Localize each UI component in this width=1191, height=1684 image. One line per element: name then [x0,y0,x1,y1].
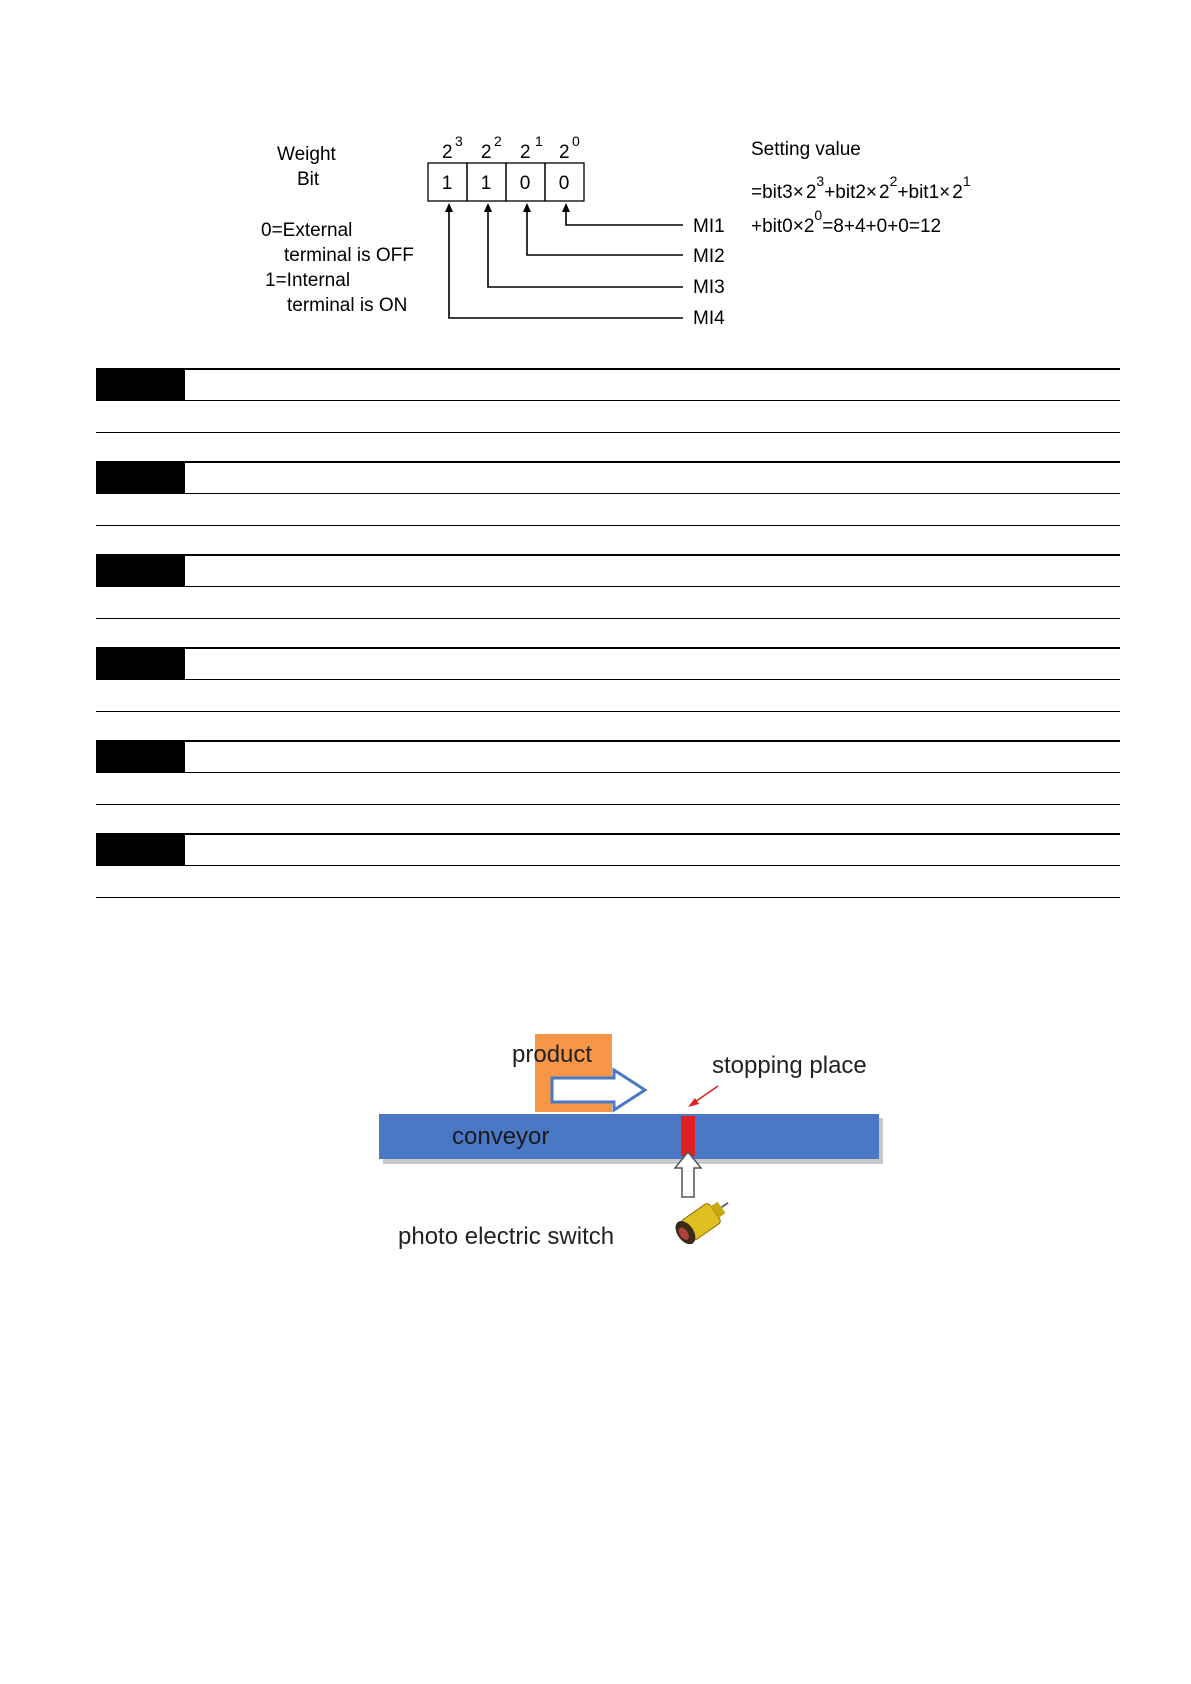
legend-line-2: terminal is OFF [284,245,414,266]
setting-title: Setting value [751,139,861,160]
stopping-place-label: stopping place [712,1052,867,1079]
formula-1a: =bit3× [751,182,804,203]
bit-value-3: 1 [441,173,453,194]
weight-base-3: 2 [442,142,453,163]
parameter-code-box [96,368,185,401]
row-top-rule [96,554,1120,556]
formula-2a-exp: 0 [814,207,823,223]
weight-base-1: 2 [520,142,531,163]
input-label-mi1: MI1 [693,216,725,237]
row-top-rule [96,647,1120,649]
formula-line-2 [751,207,941,237]
photo-switch-label: photo electric switch [398,1223,615,1250]
formula-1f: 2 [952,182,963,203]
connector-mi1 [566,208,683,225]
weight-exp-3: 3 [455,133,463,149]
row-bottom-rule [96,804,1120,805]
photo-switch-icon [671,1192,735,1248]
connector-mi3 [488,208,683,287]
bit-boxes [428,163,584,201]
row-mid-rule [185,679,1120,680]
stopping-pointer-head [688,1098,699,1107]
bit-value-0: 0 [558,173,570,194]
input-label-mi3: MI3 [693,277,725,298]
row-bottom-rule [96,711,1120,712]
row-top-rule [96,740,1120,742]
arrowhead-mi3 [484,203,492,212]
row-bottom-rule [96,618,1120,619]
weight-base-2: 2 [481,142,492,163]
row-mid-rule [185,865,1120,866]
legend-line-4: terminal is ON [287,295,408,316]
parameter-code-box [96,833,185,866]
parameter-row [96,647,1120,737]
weight-label: Weight [277,144,336,165]
formula-1b: 2 [805,182,817,203]
weight-row [442,133,580,163]
row-mid-rule [185,586,1120,587]
row-top-rule [96,368,1120,370]
formula-2a: +bit0×2 [751,216,815,237]
formula-2b: =8+4+0+0=12 [822,216,942,237]
conveyor-label: conveyor [452,1123,550,1150]
weight-exp-0: 0 [572,133,580,149]
parameter-code-box [96,461,185,494]
arrowhead-mi1 [562,203,570,212]
weight-base-0: 2 [559,142,570,163]
parameter-code-box [96,554,185,587]
parameter-row [96,554,1120,644]
formula-1f-exp: 1 [962,173,971,189]
product-label: product [512,1041,593,1068]
row-bottom-rule [96,432,1120,433]
formula-1d: 2 [879,182,890,203]
parameter-row [96,461,1120,551]
bit-value-2: 1 [480,173,492,194]
parameter-code-box [96,647,185,680]
weight-exp-2: 2 [494,133,502,149]
setting-value-formula [751,139,971,237]
row-mid-rule [185,493,1120,494]
weight-exp-1: 1 [535,133,543,149]
row-mid-rule [185,400,1120,401]
row-top-rule [96,461,1120,463]
input-labels [693,216,725,329]
parameter-row [96,833,1120,923]
arrowhead-mi4 [445,203,453,212]
row-mid-rule [185,772,1120,773]
stop-marker [681,1116,695,1156]
input-connectors [449,208,683,318]
parameter-row [96,368,1120,458]
connector-mi2 [527,208,683,255]
parameter-code-box [96,740,185,773]
input-label-mi2: MI2 [693,246,725,267]
row-bottom-rule [96,525,1120,526]
bit-label: Bit [297,169,320,190]
legend-line-1: 0=External [261,220,353,241]
bit-weight-diagram [0,0,1191,340]
formula-1d-exp: 2 [889,173,898,189]
on-off-legend [261,220,414,316]
bit-value-1: 0 [519,173,531,194]
formula-1b-exp: 3 [816,173,825,189]
row-bottom-rule [96,897,1120,898]
parameter-row [96,740,1120,830]
conveyor-figure [0,1010,1191,1330]
row-top-rule [96,833,1120,835]
formula-1e: +bit1× [897,182,951,203]
connector-arrowheads [445,203,570,212]
input-label-mi4: MI4 [693,308,725,329]
legend-line-3: 1=Internal [265,270,351,291]
formula-1c: +bit2× [824,182,878,203]
formula-line-1 [751,173,971,203]
arrowhead-mi2 [523,203,531,212]
